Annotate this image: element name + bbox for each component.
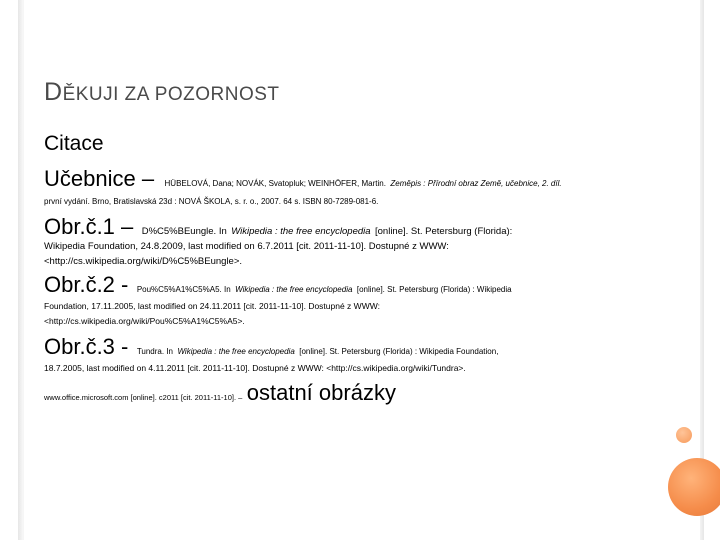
obr2-post: [online]. St. Petersburg (Florida) : Wikipedia [356,285,512,294]
obr1-italic: Wikipedia : the free encyclopedia [231,226,371,237]
obr2-label: Obr.č.2 - [44,272,129,297]
obr2-line3: <http://cs.wikipedia.org/wiki/Pou%C5%A1%C5%A5>. [44,316,245,326]
obr3-italic: Wikipedia : the free encyclopedia [177,347,295,356]
obr1-post: [online]. St. Petersburg (Florida): [375,226,513,237]
ucebnice-citation [44,166,562,192]
ucebnice-label: Učebnice – [44,166,155,191]
ucebnice-title: Zeměpis : Přírodní obraz Země, učebnice, 2. díl. [390,179,562,188]
decor-circle-small [676,427,692,443]
obr1-citation [44,214,512,240]
obr1-line2: Wikipedia Foundation, 24.8.2009, last modified on 6.7.2011 [cit. 2011-11-10]. Dostupné z WWW: [44,241,449,252]
office-source: www.office.microsoft.com [online]. c2011 [cit. 2011-11-10]. – [44,393,243,402]
obr3-post: [online]. St. Petersburg (Florida) : Wikipedia Foundation, [299,347,499,356]
slide-title: DĚKUJI ZA POZORNOST [44,78,280,106]
obr3-line2: 18.7.2005, last modified on 4.11.2011 [cit. 2011-11-10]. Dostupné z WWW: <http://cs.wikipedia.org/wiki/Tundra>. [44,363,466,373]
decor-circle-large [668,458,720,516]
obr2-pre: Pou%C5%A1%C5%A5. In [136,285,231,294]
obr1-pre: D%C5%BEungle. In [141,226,227,237]
office-citation [44,380,396,406]
obr1-label: Obr.č.1 – [44,214,134,239]
obr2-line2: Foundation, 17.11.2005, last modified on 24.11.2011 [cit. 2011-11-10]. Dostupné z WWW: [44,301,380,311]
ucebnice-line2: první vydání. Brno, Bratislavská 23d : NOVÁ ŠKOLA, s. r. o., 2007. 64 s. ISBN 80-7289-081-6. [44,197,379,206]
obr1-line3: <http://cs.wikipedia.org/wiki/D%C5%BEungle>. [44,256,243,267]
obr2-citation [44,272,512,298]
citace-heading: Citace [44,132,104,155]
office-label: ostatní obrázky [246,380,396,405]
obr3-citation [44,334,498,360]
obr3-label: Obr.č.3 - [44,334,129,359]
obr3-pre: Tundra. In [136,347,173,356]
ucebnice-authors: HÜBELOVÁ, Dana; NOVÁK, Svatopluk; WEINHÖFER, Martin. [164,179,386,188]
obr2-italic: Wikipedia : the free encyclopedia [235,285,353,294]
slide-frame-shadow [22,0,24,540]
